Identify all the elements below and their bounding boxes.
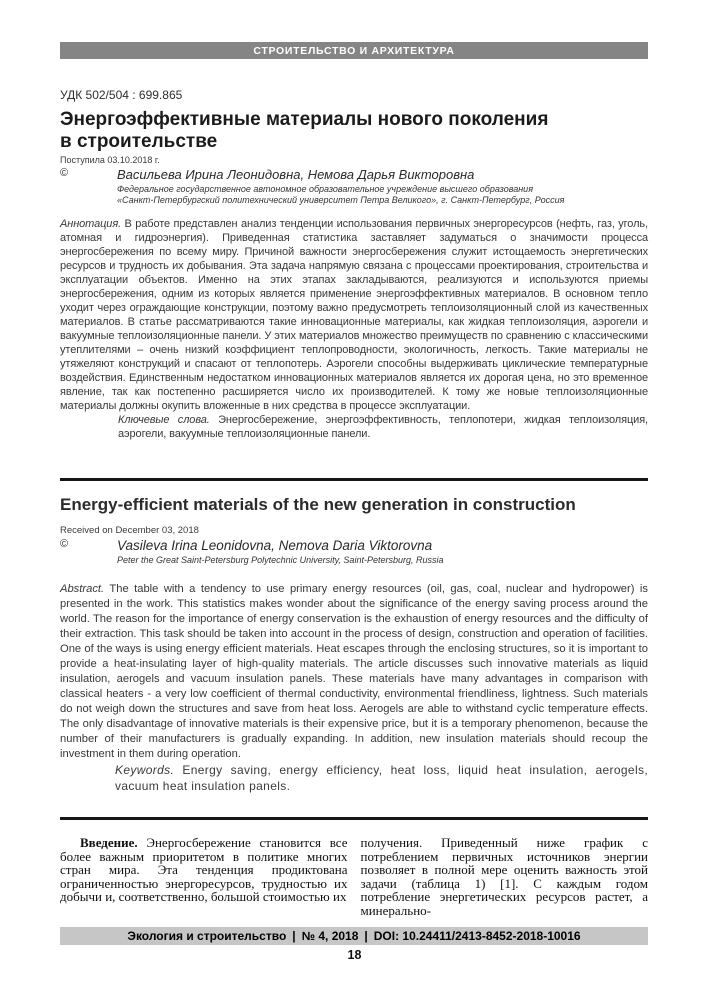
abstract-text-en: The table with a tendency to use primary energy resources (oil, gas, coal, nuclear and hydropower) is presented in the work. This statistics makes wonder about the significance of the energy saving process around the world. The reason for the importance of energy conservation is the exhaustion of energy resources and the difficulty of their extraction. This task should be taken into account in the process of design, construction and operation of facilities. One of the ways is using energy efficient materials. Heat escapes through the enclosing structures, so it is important to provide a heat-insulating layer of high-quality materials. The article discusses such innovative materials as liquid insulation, aerogels and vacuum insulation panels. These materials have many advantages in comparison with classical heaters - a very low coefficient of thermal conductivity, environmental friendliness, lightness. Such materials do not weigh down the structures and save from heat loss. Aerogels are able to withstand cyclic temperature effects. The only disadvantage of innovative materials is their expensive price, but it is a temporary phenomenon, because the number of their manufacturers is gradually expanding. In addition, new insulation materials should recoup the investment in them during operation.	[60, 582, 648, 760]
page-number: 18	[347, 948, 362, 962]
keywords-text-ru: Энергосбережение, энергоэффективность, теплопотери, жидкая теплоизоляция, аэрогели, вакуумные теплоизоляционные панели.	[118, 414, 649, 440]
udc-code: УДК 502/504 : 699.865	[60, 88, 183, 102]
section-divider-bottom	[60, 817, 648, 820]
section-divider-top	[60, 478, 648, 481]
section-header-label: СТРОИТЕЛЬСТВО И АРХИТЕКТУРА	[253, 44, 455, 57]
abstract-ru	[60, 217, 648, 413]
article-title-ru-line2: в строительстве	[60, 130, 218, 152]
journal-footer-bar	[60, 927, 648, 945]
abstract-label-ru: Аннотация.	[60, 218, 122, 230]
intro-text-left: Энергосбережение становится все более важным приоритетом в политике многих стран мира. Эта тенденция продиктована ограниченностью энергоресурсов, трудностью их добычи и, соответственно, большой стоимостью их	[60, 836, 348, 904]
abstract-label-en: Abstract.	[60, 582, 105, 595]
intro-column-left	[60, 836, 348, 926]
keywords-ru	[60, 413, 648, 441]
intro-column-right: получения. Приведенный ниже график с потреблением первичных источников энергии позволяет в полной мере оценить важность этой задачи (таблица 1) [1]. С каждым годом потребление энергетических ресурсов растет, а минерально-	[360, 836, 648, 918]
copyright-symbol-en: ©	[60, 538, 69, 550]
english-section	[60, 494, 648, 794]
keywords-text-en: Energy saving, energy efficiency, heat loss, liquid heat insulation, aerogels, vacuum heat insulation panels.	[115, 762, 649, 793]
authors-block-en	[117, 538, 443, 566]
authors-row-en	[60, 538, 648, 566]
keywords-en	[60, 762, 648, 794]
received-date-ru: Поступила 03.10.2018 г.	[60, 155, 160, 165]
affiliation-en: Peter the Great Saint-Petersburg Polytechnic University, Saint-Petersburg, Russia	[117, 555, 444, 565]
abstract-text-ru: В работе представлен анализ тенденции использования первичных энергоресурсов (нефть, газ, уголь, атомная и гидроэнергия). Приведенная статистика заставляет задуматься о значимости процесса энергосбережения по всему миру. Причиной важности энергосбережения служит истощаемость энергетических ресурсов и трудность их добывания. Эта задача напрямую связана с процессами проектирования, строительства и эксплуатации объектов. Именно на этих этапах закладываются, реализуются и используются приемы энергосбережения, одним из которых является применение энергоэффективных материалов. В основном тепло уходит через ограждающие конструкции, поэтому важно предусмотреть теплоизоляционный слой из качественных материалов. В статье рассматриваются такие инновационные материалы, как жидкая теплоизоляция, аэрогели и вакуумные теплоизоляционные панели. У этих материалов множество преимуществ по сравнению с классическими утеплителями – очень низкий коэффициент теплопроводности, экологичность, легкость. Такие материалы не утяжеляют конструкций и спасают от теплопотерь. Аэрогели способны выдерживать циклические температурные воздействия. Единственным недостатком инновационных материалов является их дорогая цена, но это временное явление, так как постепенно расширяется число их производителей. К тому же новые теплоизоляционные материалы должны окупить вложенные в них средства в процессе эксплуатации.	[60, 218, 648, 412]
affiliation-ru	[117, 184, 564, 205]
abstract-en	[60, 582, 648, 762]
keywords-label-en: Keywords.	[115, 762, 175, 777]
authors-ru: Васильева Ирина Леонидовна, Немова Дарья Викторовна	[117, 167, 475, 182]
authors-en: Vasileva Irina Leonidovna, Nemova Daria Viktorovna	[117, 538, 433, 553]
intro-lead: Введение.	[80, 836, 138, 850]
footer-separator-2: |	[364, 929, 368, 943]
section-header-bar	[60, 42, 648, 59]
affiliation-ru-line1: Федеральное государственное автономное образовательное учреждение высшего образования	[117, 184, 533, 194]
received-date-en: Received on December 03, 2018	[60, 525, 199, 536]
issue-number: № 4, 2018	[301, 929, 359, 943]
journal-name: Экология и строительство	[127, 929, 287, 943]
keywords-label-ru: Ключевые слова.	[118, 414, 210, 426]
copyright-symbol-ru: ©	[60, 167, 69, 179]
introduction-columns	[60, 836, 648, 926]
footer-separator-1: |	[292, 929, 296, 943]
affiliation-ru-line2: «Санкт-Петербургский политехнический университет Петра Великого», г. Санкт-Петербург, Россия	[117, 194, 565, 205]
article-title-ru	[60, 109, 648, 152]
article-title-ru-line1: Энергоэффективные материалы нового поколения	[60, 109, 549, 130]
authors-block-ru	[117, 167, 564, 205]
authors-row-ru	[60, 167, 648, 205]
russian-section	[60, 88, 648, 441]
article-title-en: Energy-efficient materials of the new generation in construction	[60, 495, 576, 514]
doi-label: DOI: 10.24411/2413-8452-2018-10016	[373, 929, 581, 943]
